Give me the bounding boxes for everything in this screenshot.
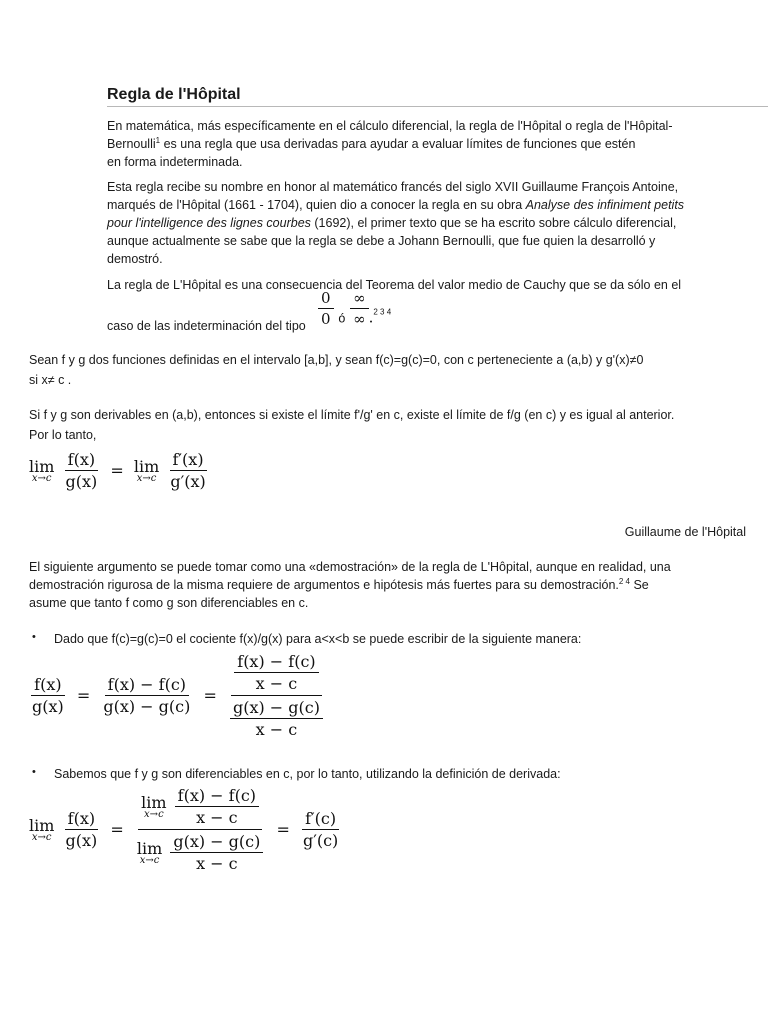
numerator: f(x) − f(c): [105, 675, 189, 696]
page-title: Regla de l'Hôpital: [107, 86, 768, 107]
bullet-marker: •: [32, 766, 36, 778]
denominator: g(x): [32, 697, 64, 716]
history-line-4: aunque actualmente se sabe que la regla se debe a Johann Bernoulli, que fue quien la desarrolló y: [107, 234, 656, 248]
intro-line-1: En matemática, más específicamente en el cálculo diferencial, la regla de l'Hôpital o regla de l'Hôpital-: [107, 119, 673, 133]
proof-line-1: El siguiente argumento se puede tomar como una «demostración» de la regla de L'Hôpital, aunque en realidad, una: [29, 560, 671, 574]
proof-paragraph: [29, 558, 754, 612]
history-line-3: [107, 214, 750, 232]
numerator: ∞: [350, 289, 369, 309]
equals-sign: =: [276, 820, 290, 839]
numerator: f(x) − f(c): [175, 786, 259, 807]
numerator: g(x) − g(c): [230, 698, 323, 719]
numerator: f(x): [31, 675, 64, 696]
history-paragraph: [107, 178, 750, 268]
lim-text: lim: [133, 457, 160, 476]
fraction: [300, 809, 341, 850]
hypothesis-line-1: Sean f y g dos funciones definidas en el intervalo [a,b], y sean f(c)=g(c)=0, con c perteneciente a (a,b) y g'(x)≠0: [29, 353, 644, 367]
denominator: x − c: [255, 674, 298, 693]
intro-text: es una regla que usa derivadas para ayudar a evaluar límites de funciones que estén: [160, 137, 636, 151]
lhopital-formula: [29, 450, 209, 491]
lim-subscript: x→c: [31, 473, 52, 484]
equals-sign: =: [110, 461, 124, 480]
theorem-line-2: Por lo tanto,: [29, 428, 97, 442]
cauchy-line-2: caso de las indeterminación del tipo: [107, 319, 306, 333]
compound-fraction: [227, 652, 326, 739]
book-title: pour l'intelligence des lignes courbes: [107, 216, 311, 230]
conjunction: ó: [338, 311, 346, 326]
lim-text: lim: [29, 816, 55, 835]
hypothesis-line-2: si x≠ c .: [29, 373, 72, 387]
proof-line-3: asume que tanto f como g son diferenciables en c.: [29, 596, 309, 610]
bullet-2-text: Sabemos que f y g son diferenciables en c, por lo tanto, utilizando la definición de derivada:: [54, 767, 561, 781]
intro-text: Bernoulli: [107, 137, 156, 151]
denominator: 0: [321, 310, 331, 328]
fraction: [100, 675, 193, 716]
history-line-1: Esta regla recibe su nombre en honor al matemático francés del siglo XVII Guillaume François Antoine,: [107, 180, 679, 194]
denominator: g′(c): [302, 831, 339, 850]
lim-subscript: x→c: [136, 473, 157, 484]
inner-fraction: [170, 832, 263, 873]
equals-sign: =: [76, 686, 91, 705]
numerator: 0: [318, 289, 334, 309]
intro-line-3: en forma indeterminada.: [107, 155, 243, 169]
denominator: g(x) − g(c): [103, 697, 191, 716]
limit-operator: [137, 839, 162, 866]
fraction: [29, 675, 67, 716]
ref-superscript[interactable]: 1: [155, 135, 161, 145]
indeterminate-forms: $\frac{0}{0}$ $_ó$ $\frac{\infty}{\infty}$ .$^{2 3 4}$: [318, 289, 391, 328]
history-text: (1692), el primer texto que se ha escrito sobre cálculo diferencial,: [310, 216, 677, 230]
fraction: [63, 809, 101, 850]
proof-text: demostración rigurosa de la misma requiere de argumentos e hipótesis más fuertes para su demostración.: [29, 578, 619, 592]
numerator: g(x) − g(c): [170, 832, 263, 853]
equals-sign: =: [110, 820, 124, 839]
theorem-line-1: Si f y g son derivables en (a,b), entonces si existe el límite f'/g' en c, existe el límite de f/g (en c) y es igual al anterior.: [29, 408, 675, 422]
denominator: g(x): [65, 831, 98, 850]
proof-text: Se: [630, 578, 649, 592]
proof-line-2: [29, 576, 754, 594]
fraction: [63, 450, 101, 491]
inner-fraction: [175, 786, 259, 827]
book-title: Analyse des infiniment petits: [525, 198, 685, 212]
numerator: f′(x): [170, 450, 207, 471]
numerator: f(x): [65, 450, 98, 471]
lim-text: lim: [29, 457, 55, 476]
quotient-formula: [29, 652, 326, 739]
denominator: x − c: [196, 808, 238, 827]
denominator: x − c: [196, 854, 238, 873]
numerator: f(x): [65, 809, 98, 830]
ref-superscript[interactable]: 2 4: [618, 576, 630, 586]
limit-operator: [141, 793, 166, 820]
image-caption: Guillaume de l'Hôpital: [624, 525, 746, 539]
numerator: f′(c): [302, 809, 339, 830]
compound-fraction: [134, 786, 267, 873]
lim-subscript: x→c: [139, 855, 160, 866]
bullet-marker: •: [32, 631, 36, 643]
intro-paragraph: [107, 117, 750, 171]
equals-sign: =: [203, 686, 217, 705]
ref-superscript[interactable]: 2 3 4: [373, 307, 392, 317]
inner-fraction: [230, 698, 323, 739]
zero-over-zero: [318, 289, 334, 328]
lim-subscript: x→c: [144, 809, 164, 820]
denominator: ∞: [353, 310, 366, 328]
lim-text: lim: [141, 793, 167, 812]
lim-text: lim: [136, 839, 163, 858]
limit-operator: [29, 457, 54, 484]
theorem-paragraph: [29, 405, 754, 445]
intro-line-2: [107, 135, 750, 153]
inner-fraction: [234, 652, 318, 693]
limit-operator: [134, 457, 159, 484]
derivative-formula: [29, 786, 341, 873]
fraction: [167, 450, 208, 491]
denominator: g(x): [65, 472, 98, 491]
denominator: g′(x): [170, 472, 206, 491]
bullet-1-text: Dado que f(c)=g(c)=0 el cociente f(x)/g(x) para a<x<b se puede escribir de la siguiente manera:: [54, 632, 582, 646]
hypothesis-paragraph: [29, 351, 754, 389]
history-line-5: demostró.: [107, 252, 163, 266]
inf-over-inf: [350, 289, 369, 328]
limit-operator: [29, 816, 54, 843]
numerator: f(x) − f(c): [234, 652, 318, 673]
lim-subscript: x→c: [31, 832, 52, 843]
history-text: marqués de l'Hôpital (1661 - 1704), quien dio a conocer la regla en su obra: [107, 198, 526, 212]
cauchy-line-1: La regla de L'Hôpital es una consecuencia del Teorema del valor medio de Cauchy que se da sólo en el: [107, 278, 682, 292]
history-line-2: [107, 196, 750, 214]
denominator: x − c: [255, 720, 298, 739]
